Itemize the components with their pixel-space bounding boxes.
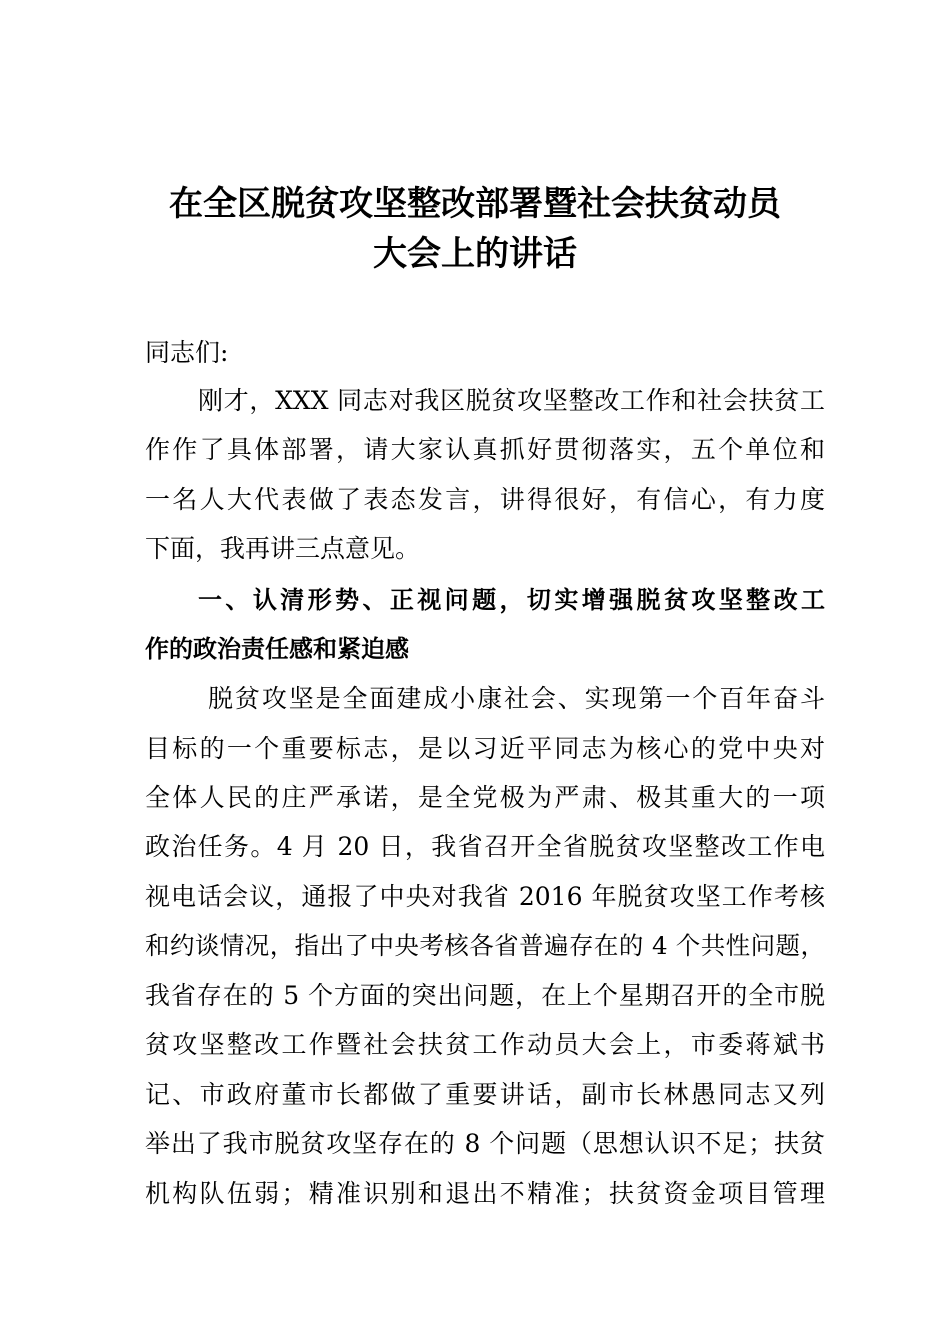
paragraph-2-line-10: 举出了我市脱贫攻坚存在的 8 个问题（思想认识不足；扶贫 — [145, 1129, 825, 1158]
paragraph-2-line-5: 视电话会议，通报了中央对我省 2016 年脱贫攻坚工作考核 — [145, 882, 825, 911]
paragraph-1-line-3: 一名人大代表做了表态发言，讲得很好，有信心，有力度 — [145, 485, 825, 514]
paragraph-2-line-8: 贫攻坚整改工作暨社会扶贫工作动员大会上，市委蒋斌书 — [145, 1030, 825, 1059]
paragraph-2-line-9: 记、市政府董市长都做了重要讲话，副市长林愚同志又列 — [145, 1080, 825, 1109]
paragraph-2-line-3: 全体人民的庄严承诺，是全党极为严肃、极其重大的一项 — [145, 783, 825, 812]
paragraph-2-line-4: 政治任务。4 月 20 日，我省召开全省脱贫攻坚整改工作电 — [145, 832, 825, 861]
paragraph-2-line-7: 我省存在的 5 个方面的突出问题，在上个星期召开的全市脱 — [145, 981, 825, 1010]
document-title-line-2: 大会上的讲话 — [373, 234, 577, 274]
paragraph-1-line-1: 刚才，XXX 同志对我区脱贫攻坚整改工作和社会扶贫工 — [198, 386, 825, 415]
paragraph-1-line-2: 作作了具体部署，请大家认真抓好贯彻落实，五个单位和 — [145, 435, 825, 464]
paragraph-1-line-4: 下面，我再讲三点意见。 — [145, 534, 421, 563]
salutation: 同志们: — [145, 338, 229, 367]
paragraph-2-line-11: 机构队伍弱；精准识别和退出不精准；扶贫资金项目管理 — [145, 1179, 825, 1208]
paragraph-2-line-2: 目标的一个重要标志，是以习近平同志为核心的党中央对 — [145, 734, 825, 763]
document-title-line-1: 在全区脱贫攻坚整改部署暨社会扶贫动员 — [169, 184, 781, 224]
paragraph-2-line-6: 和约谈情况，指出了中央考核各省普遍存在的 4 个共性问题， — [145, 931, 825, 960]
section-heading-1-line-1: 一、认清形势、正视问题，切实增强脱贫攻坚整改工 — [198, 586, 825, 614]
section-heading-1-line-2: 作的政治责任感和紧迫感 — [145, 635, 409, 663]
paragraph-2-line-1: 脱贫攻坚是全面建成小康社会、实现第一个百年奋斗 — [208, 684, 825, 713]
